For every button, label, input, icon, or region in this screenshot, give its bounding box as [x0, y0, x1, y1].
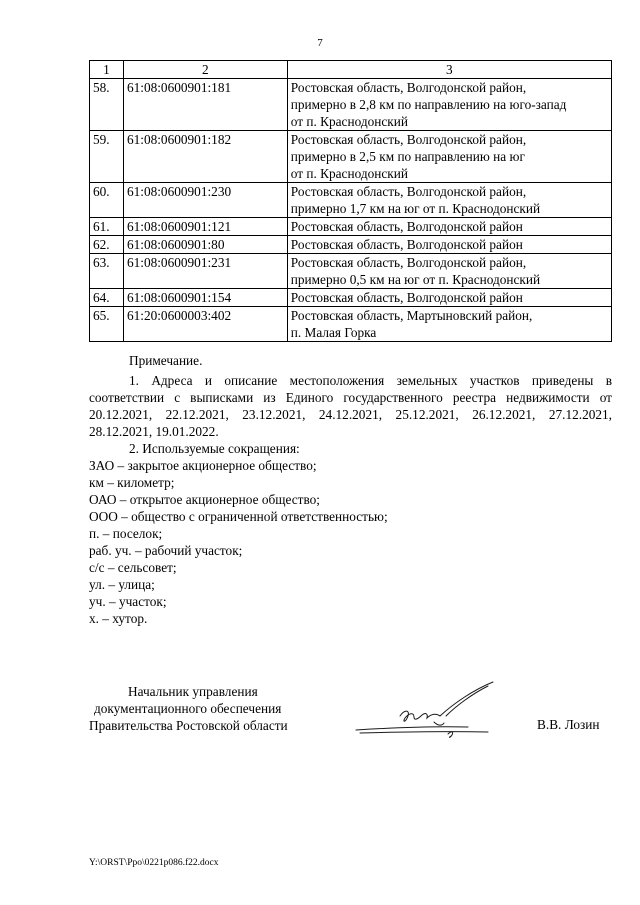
address-line: Ростовская область, Мартыновский район, — [290, 308, 533, 323]
column-header: 2 — [123, 61, 287, 79]
cadastral-number-cell: 61:08:0600901:182 — [123, 131, 287, 183]
cadastral-number-cell: 61:20:0600003:402 — [123, 307, 287, 342]
address-cell — [287, 79, 611, 131]
abbreviation-item: ООО – общество с ограниченной ответственностью; — [89, 509, 388, 524]
address-line: от п. Краснодонский — [290, 166, 408, 181]
abbreviation-item: с/с – сельсовет; — [89, 560, 177, 575]
address-cell — [287, 183, 611, 218]
address-line: Ростовская область, Волгодонской район, — [290, 132, 527, 147]
address-cell — [287, 307, 611, 342]
position-line: документационного обеспечения — [94, 701, 282, 716]
abbreviation-item: уч. – участок; — [89, 594, 167, 609]
address-line: Ростовская область, Волгодонской район, — [290, 184, 527, 199]
row-number-cell: 63. — [90, 254, 124, 289]
row-number-cell: 58. — [90, 79, 124, 131]
signatory-position — [89, 683, 288, 734]
handwritten-signature — [348, 676, 518, 746]
row-number-cell: 61. — [90, 218, 124, 236]
abbreviation-item: км – километр; — [89, 475, 175, 490]
cadastral-number-cell: 61:08:0600901:80 — [123, 236, 287, 254]
address-line: примерно 0,5 км на юг от п. Краснодонский — [290, 272, 541, 287]
address-line: Ростовская область, Волгодонской район — [290, 290, 523, 305]
address-cell — [287, 289, 611, 307]
table-row — [90, 218, 612, 236]
column-header: 3 — [287, 61, 611, 79]
address-line: Ростовская область, Волгодонской район — [290, 219, 523, 234]
land-parcels-table — [89, 60, 612, 342]
abbreviation-item: ОАО – открытое акционерное общество; — [89, 492, 320, 507]
position-line: Правительства Ростовской области — [89, 718, 288, 733]
address-cell — [287, 131, 611, 183]
cadastral-number-cell: 61:08:0600901:230 — [123, 183, 287, 218]
row-number-cell: 60. — [90, 183, 124, 218]
table-row — [90, 79, 612, 131]
row-number-cell: 65. — [90, 307, 124, 342]
notes-title: Примечание. — [129, 353, 203, 368]
table-row — [90, 307, 612, 342]
address-cell — [287, 218, 611, 236]
footer-file-path: Y:\ORST\Ppo\0221p086.f22.docx — [89, 858, 219, 868]
abbreviation-item: ЗАО – закрытое акционерное общество; — [89, 458, 317, 473]
row-number-cell: 59. — [90, 131, 124, 183]
table-header-row — [90, 61, 612, 79]
address-line: Ростовская область, Волгодонской район, — [290, 80, 527, 95]
table-row — [90, 183, 612, 218]
page-number: 7 — [317, 37, 323, 49]
address-line: примерно 1,7 км на юг от п. Краснодонский — [290, 201, 541, 216]
abbreviation-item: раб. уч. – рабочий участок; — [89, 543, 243, 558]
abbreviation-item: ул. – улица; — [89, 577, 155, 592]
cadastral-number-cell: 61:08:0600901:121 — [123, 218, 287, 236]
row-number-cell: 62. — [90, 236, 124, 254]
table-row — [90, 289, 612, 307]
column-header: 1 — [90, 61, 124, 79]
abbreviation-item: п. – поселок; — [89, 526, 163, 541]
address-line: Ростовская область, Волгодонской район — [290, 237, 523, 252]
abbreviations-list — [89, 457, 612, 627]
address-cell — [287, 236, 611, 254]
address-line: от п. Краснодонский — [290, 114, 408, 129]
position-line: Начальник управления — [128, 684, 258, 699]
address-cell — [287, 254, 611, 289]
row-number-cell: 64. — [90, 289, 124, 307]
note-item-1: 1. Адреса и описание местоположения земельных участков приведены в соответствии с выписками из Единого государственного реестра недвижимости от 20.12.2021, 22.12.2021, 23.12.2021, 24.12.2021, 25.12.2021, 26.12.2021, 27.12.2021, 28.12.2021, 19.01.2022. — [89, 373, 612, 439]
cadastral-number-cell: 61:08:0600901:231 — [123, 254, 287, 289]
address-line: примерно в 2,5 км по направлению на юг — [290, 149, 525, 164]
note-item-2: 2. Используемые сокращения: — [129, 441, 300, 456]
address-line: Ростовская область, Волгодонской район, — [290, 255, 527, 270]
cadastral-number-cell: 61:08:0600901:154 — [123, 289, 287, 307]
abbreviation-item: х. – хутор. — [89, 611, 148, 626]
table-row — [90, 236, 612, 254]
notes-section — [89, 352, 612, 627]
address-line: примерно в 2,8 км по направлению на юго-запад — [290, 97, 567, 112]
cadastral-number-cell: 61:08:0600901:181 — [123, 79, 287, 131]
table-row — [90, 131, 612, 183]
address-line: п. Малая Горка — [290, 325, 377, 340]
table-row — [90, 254, 612, 289]
signatory-name: В.В. Лозин — [537, 717, 600, 732]
